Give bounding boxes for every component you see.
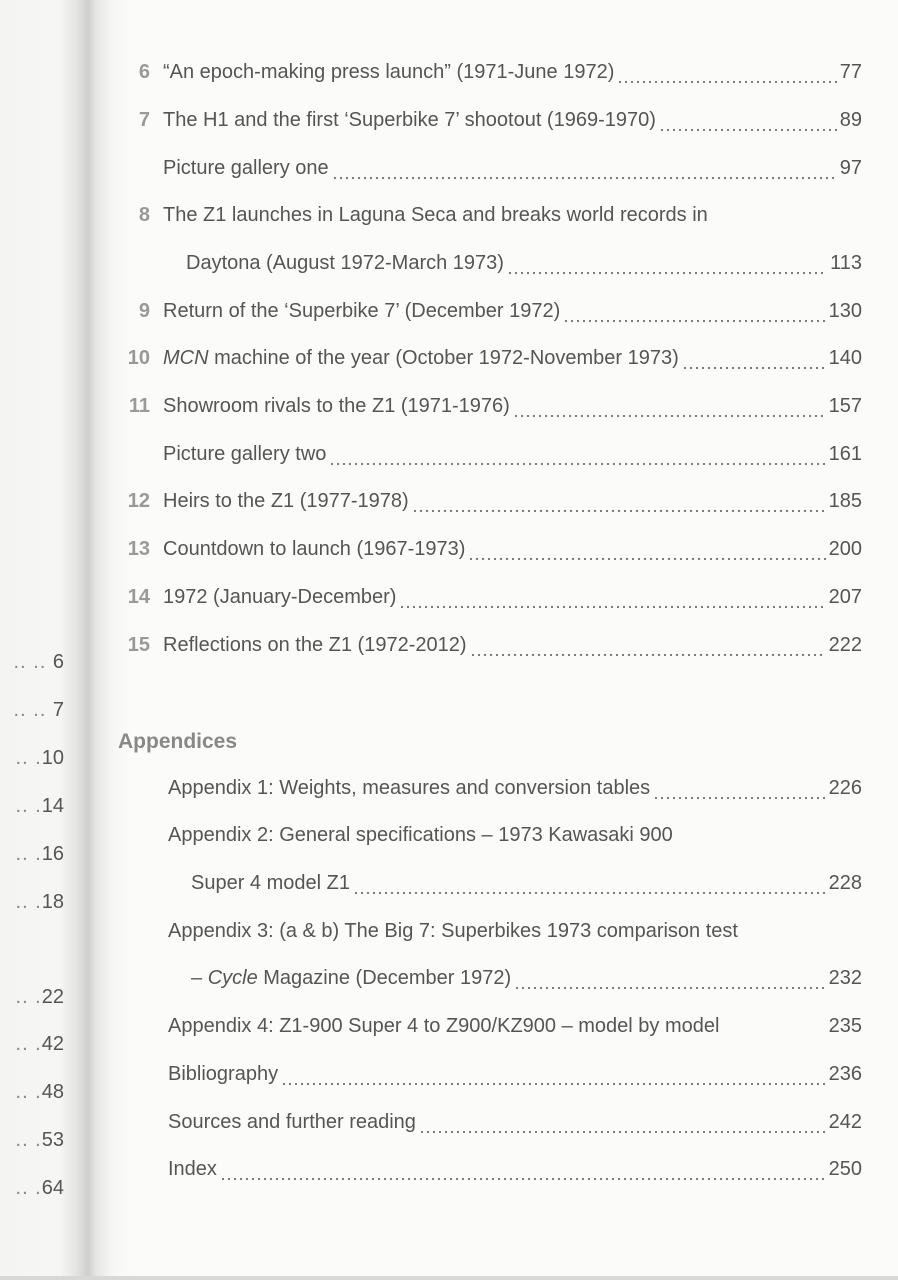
page-number: 157: [828, 395, 862, 417]
page-number: 89: [839, 109, 862, 131]
entry-title-rest: Magazine (December 1972): [257, 967, 512, 989]
entry-title: 1972 (January-December): [163, 586, 397, 608]
chapter-number: 14: [127, 586, 150, 608]
page-number: 222: [828, 634, 862, 656]
dot-leader: [353, 891, 826, 895]
left-page-number: .. .18: [15, 891, 64, 913]
toc-entry: [110, 443, 862, 473]
dot-leader: [412, 509, 826, 513]
appendix-entry: [168, 1063, 862, 1093]
page-number: 207: [828, 586, 862, 608]
toc-entry: [110, 395, 862, 425]
entry-title: Return of the ‘Superbike 7’ (December 1972): [163, 300, 561, 322]
page-number: 140: [828, 347, 862, 369]
chapter-number: 12: [127, 490, 150, 512]
left-page-number: .. .10: [15, 747, 64, 769]
toc-entry: [110, 347, 862, 377]
page-number: 228: [828, 872, 862, 894]
toc-entry: [110, 300, 862, 330]
page-number: 185: [828, 490, 862, 512]
entry-title: Daytona (August 1972-March 1973): [186, 252, 504, 274]
toc-entry: [110, 157, 862, 187]
page-number: 113: [830, 252, 862, 274]
chapter-number: 10: [127, 347, 150, 369]
left-page-number: .. .. 7: [13, 699, 64, 721]
appendix-entry: [168, 1158, 862, 1188]
dot-leader: [682, 366, 826, 370]
chapter-number: 9: [138, 300, 150, 322]
entry-title: Super 4 model Z1: [191, 872, 350, 894]
entry-title: [191, 967, 511, 990]
entry-title-italic: MCN: [163, 347, 209, 369]
chapter-number: 15: [127, 634, 150, 656]
entry-title: Appendix 4: Z1-900 Super 4 to Z900/KZ900 – model by model: [168, 1015, 720, 1037]
appendices-heading: Appendices: [118, 730, 238, 753]
chapter-number: 8: [138, 204, 150, 226]
left-page-number: .. .22: [15, 986, 64, 1008]
appendix-entry-continuation: [168, 872, 862, 902]
appendix-entry: [168, 824, 862, 854]
page-number: 130: [828, 300, 862, 322]
left-page-number: .. .48: [15, 1081, 64, 1103]
entry-title: Index: [168, 1158, 217, 1180]
entry-title-prefix: –: [191, 967, 208, 989]
dot-leader: [332, 176, 837, 180]
entry-title: Picture gallery two: [163, 443, 327, 465]
dot-leader: [399, 605, 825, 609]
appendix-entry-continuation: [168, 967, 862, 997]
dot-leader: [470, 653, 826, 657]
dot-leader: [563, 319, 825, 323]
page-number: 97: [839, 157, 862, 179]
toc-entry: [110, 204, 862, 234]
chapter-number: 13: [127, 538, 150, 560]
entry-title-italic: Cycle: [207, 967, 258, 989]
entry-title: Picture gallery one: [163, 157, 329, 179]
toc-entry: [110, 61, 862, 91]
entry-title: Appendix 2: General specifications – 1973 Kawasaki 900: [168, 824, 673, 846]
toc-entry: [110, 490, 862, 520]
entry-title: Sources and further reading: [168, 1111, 416, 1133]
entry-title: Appendix 3: (a & b) The Big 7: Superbikes 1973 comparison test: [168, 920, 738, 942]
entry-title: “An epoch-making press launch” (1971-June 1972): [163, 61, 615, 83]
appendix-entry: [168, 1015, 862, 1045]
dot-leader: [281, 1082, 826, 1086]
chapter-number: 11: [128, 395, 150, 417]
left-page-number: .. .. 6: [13, 651, 64, 673]
entry-title: Appendix 1: Weights, measures and conversion tables: [168, 777, 651, 799]
page-edge: [0, 1276, 898, 1280]
left-page-number: .. .16: [15, 843, 64, 865]
entry-title: Bibliography: [168, 1063, 279, 1085]
left-page-number: .. .53: [15, 1129, 64, 1151]
entry-title: Countdown to launch (1967-1973): [163, 538, 466, 560]
appendix-entry: [168, 777, 862, 807]
chapter-number: 6: [138, 61, 150, 83]
dot-leader: [507, 271, 827, 275]
toc-entry: [110, 586, 862, 616]
page-number: 200: [828, 538, 862, 560]
left-page-number: .. .42: [15, 1033, 64, 1055]
dot-leader: [514, 986, 825, 990]
dot-leader: [419, 1130, 826, 1134]
toc-entry: [110, 109, 862, 139]
page-number: 77: [839, 61, 862, 83]
entry-title-rest: machine of the year (October 1972-November 1973): [208, 347, 679, 369]
entry-title: [163, 347, 679, 370]
toc-entry: [110, 538, 862, 568]
dot-leader: [653, 796, 825, 800]
dot-leader: [220, 1177, 826, 1181]
dot-leader: [513, 414, 826, 418]
page-number: 161: [828, 443, 862, 465]
entry-title: Showroom rivals to the Z1 (1971-1976): [163, 395, 510, 417]
left-page-number: .. .64: [15, 1177, 64, 1199]
page-number: 232: [828, 967, 862, 989]
page-number: 226: [828, 777, 862, 799]
toc-entry: [110, 634, 862, 664]
page-number: 242: [828, 1111, 862, 1133]
appendix-entry: [168, 920, 862, 950]
entry-title: Reflections on the Z1 (1972-2012): [163, 634, 467, 656]
left-page-number: .. .14: [15, 795, 64, 817]
dot-leader: [659, 128, 837, 132]
entry-title: The Z1 launches in Laguna Seca and breaks world records in: [163, 204, 708, 226]
dot-leader: [468, 557, 825, 561]
entry-title: Heirs to the Z1 (1977-1978): [163, 490, 409, 512]
toc-entry-continuation: [110, 252, 862, 282]
page-number: 235: [828, 1015, 862, 1037]
appendix-entry: [168, 1111, 862, 1141]
page-number: 250: [828, 1158, 862, 1180]
dot-leader: [617, 80, 836, 84]
chapter-number: 7: [138, 109, 150, 131]
dot-leader: [329, 462, 825, 466]
page-number: 236: [828, 1063, 862, 1085]
entry-title: The H1 and the first ‘Superbike 7’ shootout (1969-1970): [163, 109, 656, 131]
